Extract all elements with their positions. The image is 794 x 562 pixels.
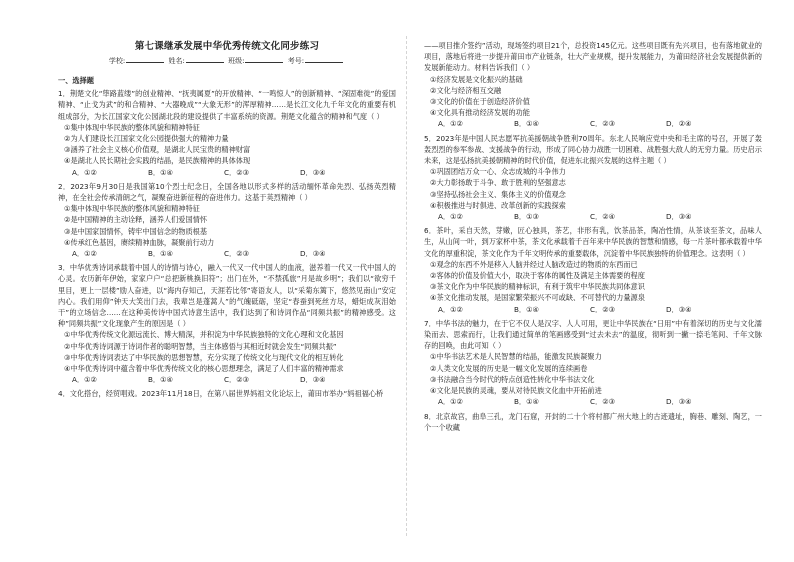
q4-choice-a[interactable]: A．①② [438, 119, 463, 129]
q1-choice-c[interactable]: C．②③ [224, 167, 250, 177]
q2-option-2: ②是中国精神的主动诠释，涵养人们爱国情怀 [64, 215, 208, 225]
question-8-stem: 8．北京故宫，曲阜三孔，龙门石窟，开封的二十个将村都广州大地上的古迹遗址，胸巷、雕刻、陶艺，一个一个收藏 [424, 411, 762, 432]
q2-choice-d[interactable]: D．③④ [300, 249, 326, 259]
q7-choice-a[interactable]: A．①② [438, 397, 463, 407]
q4-option-4: ④文化具有推动经济发展的功能 [430, 108, 530, 118]
q5-option-4: ④积极推进与时俱进、改革创新的实践探索 [430, 200, 566, 210]
section-heading: 一、选择题 [58, 76, 94, 85]
q2-option-4: ④传承红色基因，赓续精神血脉，凝聚前行动力 [64, 237, 215, 247]
question-6-stem: 6．茶叶，采自天然，芽嫩，匠心独具，茶艺，非形有乳，饮茶品茶，陶冶性情，从茶谈至茶文，品味人生，从山间一叶，到万家杯中茶，茶文化承载着千百年来中华民族的智慧和情感，每一片茶叶都承载着中华文化的厚重积淀，茶文化作为千年文明传承的重要载体，沉淀着中华民族独特的价值理念。这表明（ ） [424, 226, 762, 258]
q7-option-2: ②人类文化发展的历史是一幅文化发展的连续画卷 [430, 363, 588, 373]
q2-choices [58, 248, 396, 259]
q6-choice-a[interactable]: A．①② [438, 304, 463, 314]
question-7-stem: 7．中华书法的魅力，在于它不仅人是汉字、人人可用，更让中华民族在“日用”中有着深切的历史与文化濡染而去、思索而行，让我们通过简单的笔画感受到“过去未去”的温度，彻听到一撇一捺毛笔间、千年文脉存的回唤，由此可知（ ） [424, 318, 762, 351]
q7-option-3: ③书法融合当今时代的特点创造性转化中华书法文化 [430, 374, 595, 384]
q7-option-1: ①中华书法艺术是人民智慧的结晶，能激发民族凝聚力 [430, 352, 602, 362]
q1-choice-d[interactable]: D．③④ [300, 167, 326, 177]
q1-choice-a[interactable]: A．①② [72, 167, 97, 177]
q7-choice-d[interactable]: D．③④ [666, 397, 692, 407]
q4-choice-c[interactable]: C．②③ [590, 119, 616, 129]
question-4-stem: 4．文化搭台，经贸唱戏。2023年11月18日，在第八届世界妈祖文化论坛上，莆田市举办“妈祖福心桥 [58, 389, 384, 399]
student-info-line [58, 55, 396, 67]
q4-choice-d[interactable]: D．②④ [666, 119, 692, 129]
question-2-stem: 2．2023年9月30日是我国第10个烈士纪念日，全国各地以形式多样的活动缅怀革命先烈、弘扬英烈精神，在全社会传承清朗之气，凝聚奋进新征程的奋进伟力。这基于英烈精神（ ） [58, 181, 396, 203]
q3-choice-c[interactable]: C．②③ [224, 375, 250, 385]
page-title: 第七课继承发展中华优秀传统文化同步练习 [134, 41, 320, 52]
q3-option-2: ②中华优秀诗词源于诗词作者的聪明智慧，当主体感悟与其相近时就会发生“同频共振” [64, 341, 337, 351]
name-blank[interactable] [186, 55, 224, 63]
question-5-stem: 5．2023年是中国人民志愿军抗美援朝战争胜利70周年。东北人民响应党中央和毛主席的号召，开展了轰轰烈烈的参军参战、支援战争的行动，形成了同心协力战胜一切困难、战胜强大敌人的无穷力量。历史启示未来，这是弘扬抗美援朝精神的时代价值，促进东北振兴发展的这样主题（ ） [424, 133, 762, 166]
school-blank[interactable] [126, 55, 164, 63]
question-3-stem: 3．中华优秀诗词承载着中国人的诗情与诗心，融入一代又一代中国人的血液，滋养着一代又一代中国人的心灵。农历新年伊始，家家户户“总把新桃换旧符”；出门在外，“不禁孤旅”月是故乡明”；我们以“欲穷千里目，更上一层楼”励人奋进，以“海内存知己，天涯若比邻”寄语友人，以“采菊东篱下，悠然见南山”安定内心。我们用仰”钟天大笑出门去，我辈岂是蓬蒿人”的气魄砥砺，坚定“春蚕到死丝方尽，蜡炬成灰泪始干”的立场信念……在这种美传诗中国式诗意生活中，我们达到了和诗词作品“同频共振”的精神感受。这种”同频共振”文化现象产生的原因是（ ） [58, 263, 396, 329]
q6-option-4: ④茶文化推动发展，是国家繁荣振兴不可或缺、不可替代的力量源泉 [430, 293, 645, 303]
q3-option-1: ①中华优秀传统文化源远流长、博大精深，并积淀为中华民族独特的文化心理和文化基因 [64, 330, 344, 340]
q1-option-4: ④是湖北人民长期社会实践的结晶，是民族精神的具体体现 [64, 156, 251, 166]
q2-option-3: ③是中国家国情怀，铸牢中国信念的物质根基 [64, 226, 208, 236]
q6-option-1: ①观念的东西不外是移入人脑并经过人脑改造过的物质的东西而已 [430, 259, 638, 269]
q1-choice-b[interactable]: B．①④ [148, 167, 174, 177]
q5-choice-c[interactable]: C．②④ [590, 212, 616, 222]
q3-choice-a[interactable]: A．①② [72, 375, 97, 385]
q6-choices [424, 304, 762, 315]
column-divider [406, 36, 407, 536]
q6-choice-b[interactable]: B．①④ [514, 304, 540, 314]
q4-choice-b[interactable]: B．①④ [514, 119, 540, 129]
name-label: 姓名: [168, 57, 185, 65]
exam-no-label: 考号: [287, 57, 305, 65]
q5-choice-d[interactable]: D．③④ [666, 212, 692, 222]
q3-option-3: ③中华优秀诗词表达了中华民族的思想智慧，充分实现了传统文化与现代文化的相互转化 [64, 352, 344, 362]
q6-choice-d[interactable]: D．③④ [666, 304, 692, 314]
exam-no-blank[interactable] [305, 55, 343, 63]
q1-option-3: ③涵养了社会主义核心价值观，是湖北人民宝贵的精神财富 [64, 145, 251, 155]
q1-option-2: ②为人们建设长江国家文化公园提供强大的精神力量 [64, 134, 229, 144]
q1-choices [58, 167, 396, 178]
q4-choices [424, 118, 762, 129]
q4-option-1: ①经济发展是文化振兴的基础 [430, 74, 523, 84]
q2-option-1: ①集中体现中华民族的整体风貌和精神特征 [64, 204, 200, 214]
q2-choice-c[interactable]: C．②③ [224, 249, 250, 259]
q3-option-4: ④中华优秀诗词中蕴含着中华优秀传统文化的核心思想理念，满足了人们丰富的精神需求 [64, 364, 344, 374]
question-1-stem: 1．荆楚文化“筚路蓝缕”的创业精神、“抚夷属夏”的开放精神、“一鸣惊人”的创新精神、“深固难徙”的爱国精神、“止戈为武”的和合精神、“大器晚成”“大象无形”的浑厚精神……是长江文化九千年文化的重要有机组成部分，为长江国家文化公园湖北段的建设提供了丰富系统的资源。荆楚文化蕴含的精神和气度（ ） [58, 89, 396, 121]
q7-choice-c[interactable]: C．②③ [590, 397, 616, 407]
q5-option-2: ②大力彰扬敢于斗争、敢于胜利的坚强意志 [430, 178, 566, 188]
q3-choices [58, 374, 396, 385]
q5-option-3: ③坚持弘扬社会主义、集体主义的价值观念 [430, 189, 566, 199]
class-blank[interactable] [245, 55, 283, 63]
left-column [58, 40, 396, 400]
q7-choices [424, 396, 762, 407]
q7-option-4: ④文化是民族的灵魂，要从对待民族文化血中开拓前进 [430, 386, 602, 396]
class-label: 班级: [228, 57, 245, 65]
q4-option-3: ③文化的价值在于创造经济价值 [430, 97, 530, 107]
q3-choice-d[interactable]: D．③④ [300, 375, 326, 385]
q6-option-2: ②客体的价值及价值大小，取决于客体的属性及满足主体需要的程度 [430, 271, 645, 281]
q1-option-1: ①集中体现中华民族的整体风貌和精神特征 [64, 122, 200, 132]
school-label: 学校: [108, 57, 126, 65]
question-4-continued: ——项目推介签约”活动，现场签约项目21个，总投资145亿元。这些项目既有先兴项目，也有落地就业的项目，落地后将进一步提升莆田市产业链条，壮大产业规模，提升发展能力，为莆田经济社会发展提供新的发展新能动力。材料告诉我们（ ） [424, 41, 762, 73]
q2-choice-b[interactable]: B．①④ [148, 249, 174, 259]
q6-choice-c[interactable]: C．②③ [590, 304, 616, 314]
q5-choice-b[interactable]: B．①③ [514, 212, 540, 222]
q7-choice-b[interactable]: B．①④ [514, 397, 540, 407]
q2-choice-a[interactable]: A．①② [72, 249, 97, 259]
q5-choice-a[interactable]: A．①② [438, 212, 463, 222]
q6-option-3: ③茶文化作为中华民族的精神标识，有利于筑牢中华民族共同体意识 [430, 282, 645, 292]
q5-option-1: ①巩固团结万众一心、众志成城的斗争伟力 [430, 167, 566, 177]
q4-option-2: ②文化与经济相互交融 [430, 85, 502, 95]
q3-choice-b[interactable]: B．①④ [148, 375, 174, 385]
right-column [424, 40, 762, 433]
q5-choices [424, 211, 762, 222]
